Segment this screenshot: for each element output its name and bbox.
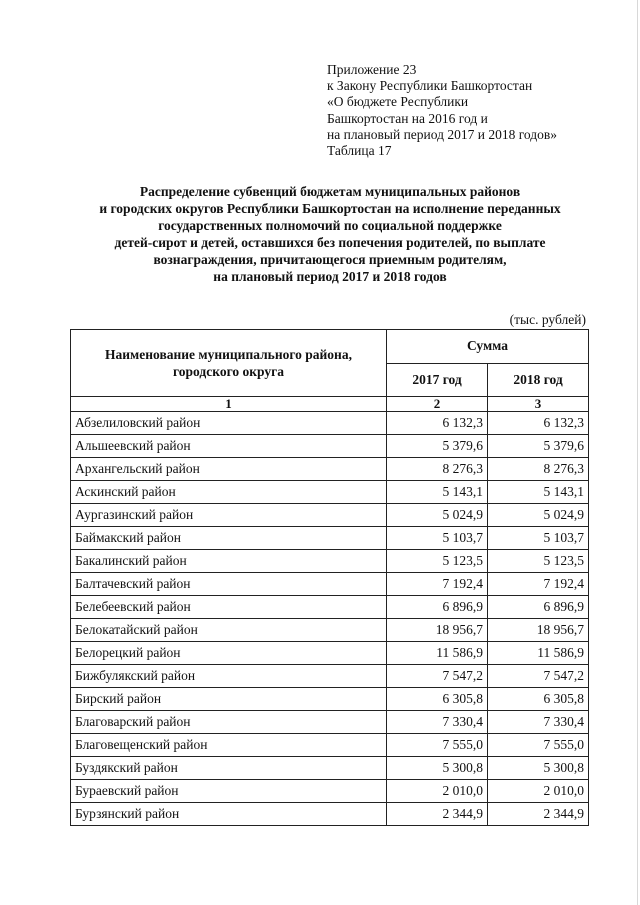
page-edge-line [637, 0, 638, 905]
amount-2017-cell: 2 344,9 [387, 803, 488, 826]
column-numbers-row [71, 397, 589, 412]
table-row [71, 665, 589, 688]
amount-2017-cell: 6 305,8 [387, 688, 488, 711]
appendix-line: к Закону Республики Башкортостан [327, 78, 533, 94]
header-sum: Сумма [387, 330, 589, 364]
district-name-cell: Белебеевский район [71, 596, 387, 619]
district-name-cell: Бакалинский район [71, 550, 387, 573]
table-row [71, 458, 589, 481]
amount-2017-cell: 2 010,0 [387, 780, 488, 803]
table-body [71, 412, 589, 826]
district-name-cell: Альшеевский район [71, 435, 387, 458]
amount-2017-cell: 5 103,7 [387, 527, 488, 550]
document-title [40, 183, 620, 286]
amount-2018-cell: 7 547,2 [488, 665, 589, 688]
amount-2018-cell: 6 132,3 [488, 412, 589, 435]
district-name-cell: Аургазинский район [71, 504, 387, 527]
amount-2018-cell: 5 103,7 [488, 527, 589, 550]
title-line: Распределение субвенций бюджетам муниципальных районов [139, 184, 521, 199]
amount-2017-cell: 5 379,6 [387, 435, 488, 458]
amount-2017-cell: 7 547,2 [387, 665, 488, 688]
amount-2017-cell: 11 586,9 [387, 642, 488, 665]
amount-2017-cell: 18 956,7 [387, 619, 488, 642]
appendix-line: Таблица 17 [327, 143, 392, 159]
amount-2018-cell: 7 555,0 [488, 734, 589, 757]
title-line: государственных полномочий по социальной поддержке [158, 218, 502, 234]
district-name-cell: Бураевский район [71, 780, 387, 803]
column-number: 3 [488, 397, 589, 412]
header-municipality-name: Наименование муниципального района, городского округа [71, 330, 387, 397]
amount-2017-cell: 7 330,4 [387, 711, 488, 734]
appendix-line: на плановый период 2017 и 2018 годов» [327, 126, 558, 142]
district-name-cell: Бижбулякский район [71, 665, 387, 688]
district-name-cell: Благовещенский район [71, 734, 387, 757]
table-row [71, 596, 589, 619]
table-row [71, 504, 589, 527]
subvention-table [70, 329, 589, 826]
appendix-line: «О бюджете Республики [327, 94, 469, 110]
amount-2018-cell: 8 276,3 [488, 458, 589, 481]
table-row [71, 435, 589, 458]
district-name-cell: Аскинский район [71, 481, 387, 504]
amount-2017-cell: 5 024,9 [387, 504, 488, 527]
district-name-cell: Бирский район [71, 688, 387, 711]
district-name-cell: Балтачевский район [71, 573, 387, 596]
table-row [71, 803, 589, 826]
district-name-cell: Абзелиловский район [71, 412, 387, 435]
amount-2017-cell: 6 896,9 [387, 596, 488, 619]
amount-2018-cell: 6 305,8 [488, 688, 589, 711]
amount-2018-cell: 5 123,5 [488, 550, 589, 573]
amount-2018-cell: 5 024,9 [488, 504, 589, 527]
header-year-2017: 2017 год [387, 363, 488, 397]
amount-2017-cell: 5 300,8 [387, 757, 488, 780]
table-row [71, 412, 589, 435]
amount-2017-cell: 8 276,3 [387, 458, 488, 481]
title-line: и городских округов Республики Башкортостан на исполнение переданных [99, 201, 561, 217]
table-row [71, 642, 589, 665]
amount-2018-cell: 2 010,0 [488, 780, 589, 803]
amount-2017-cell: 5 123,5 [387, 550, 488, 573]
amount-2018-cell: 18 956,7 [488, 619, 589, 642]
table-row [71, 711, 589, 734]
table-row [71, 573, 589, 596]
table-row [71, 780, 589, 803]
amount-2017-cell: 7 555,0 [387, 734, 488, 757]
appendix-line: Башкортостан на 2016 год и [327, 110, 488, 126]
appendix-line: Приложение 23 [327, 62, 417, 77]
table-row [71, 550, 589, 573]
district-name-cell: Бурзянский район [71, 803, 387, 826]
title-line: детей-сирот и детей, оставшихся без попечения родителей, по выплате [114, 235, 546, 251]
amount-2017-cell: 6 132,3 [387, 412, 488, 435]
header-year-2018: 2018 год [488, 363, 589, 397]
amount-2018-cell: 11 586,9 [488, 642, 589, 665]
table-row [71, 688, 589, 711]
district-name-cell: Белорецкий район [71, 642, 387, 665]
district-name-cell: Баймакский район [71, 527, 387, 550]
amount-2018-cell: 6 896,9 [488, 596, 589, 619]
amount-2018-cell: 7 192,4 [488, 573, 589, 596]
units-label: (тыс. рублей) [509, 312, 586, 327]
district-name-cell: Архангельский район [71, 458, 387, 481]
amount-2017-cell: 5 143,1 [387, 481, 488, 504]
amount-2018-cell: 7 330,4 [488, 711, 589, 734]
amount-2017-cell: 7 192,4 [387, 573, 488, 596]
amount-2018-cell: 5 143,1 [488, 481, 589, 504]
column-number: 1 [71, 397, 387, 412]
table-row [71, 757, 589, 780]
amount-2018-cell: 2 344,9 [488, 803, 589, 826]
table-row [71, 481, 589, 504]
title-line: вознаграждения, причитающегося приемным родителям, [153, 252, 507, 268]
column-number: 2 [387, 397, 488, 412]
amount-2018-cell: 5 300,8 [488, 757, 589, 780]
table-row [71, 619, 589, 642]
district-name-cell: Благоварский район [71, 711, 387, 734]
amount-2018-cell: 5 379,6 [488, 435, 589, 458]
district-name-cell: Буздякский район [71, 757, 387, 780]
title-line: на плановый период 2017 и 2018 годов [213, 269, 447, 285]
table-row [71, 734, 589, 757]
appendix-note [327, 62, 557, 159]
table-row [71, 527, 589, 550]
district-name-cell: Белокатайский район [71, 619, 387, 642]
